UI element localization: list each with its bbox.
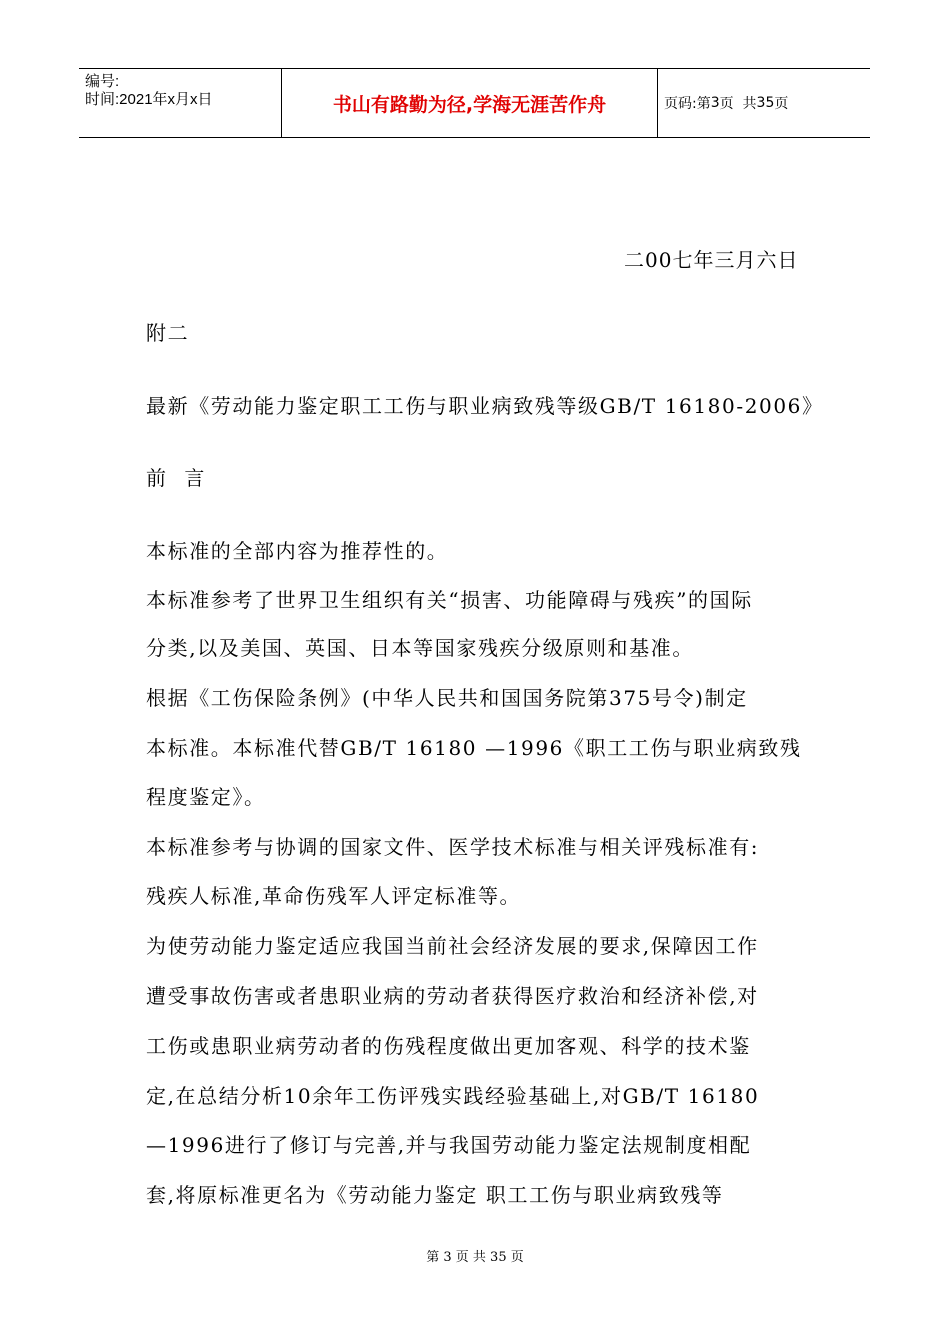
paragraph-line: 遭受事故伤害或者患职业病的劳动者获得医疗救治和经济补偿,对	[146, 984, 759, 1008]
paragraph-line: 本标准。本标准代替GB/T 16180 —1996《职工工伤与职业病致残	[146, 736, 802, 760]
paragraph-line: 本标准参考与协调的国家文件、医学技术标准与相关评残标准有:	[146, 835, 760, 859]
page-info-suffix: 页	[774, 96, 789, 112]
appendix-label: 附二	[146, 321, 190, 345]
header-motto: 书山有路勤为径,学海无涯苦作舟	[282, 69, 658, 137]
paragraph-line: 工伤或患职业病劳动者的伤残程度做出更加客观、科学的技术鉴	[146, 1034, 751, 1058]
paragraph-line: 本标准的全部内容为推荐性的。	[146, 539, 449, 563]
document-number-label: 编号:	[85, 73, 120, 90]
page-header-table	[79, 68, 870, 138]
page-info-mid: 页 共	[719, 96, 757, 112]
document-time-label: 时间:2021年x月x日	[85, 91, 213, 108]
header-meta-cell	[79, 69, 282, 137]
page-footer	[0, 1246, 950, 1265]
preface-heading: 前 言	[146, 466, 211, 490]
document-title: 最新《劳动能力鉴定职工工伤与职业病致残等级GB/T 16180-2006》	[146, 394, 824, 418]
paragraph-line: 程度鉴定》。	[146, 785, 266, 809]
document-date: 二00七年三月六日	[624, 248, 799, 272]
paragraph-line: 为使劳动能力鉴定适应我国当前社会经济发展的要求,保障因工作	[146, 934, 759, 958]
paragraph-line: 根据《工伤保险条例》(中华人民共和国国务院第375号令)制定	[146, 686, 748, 710]
paragraph-line: 定,在总结分析10余年工伤评残实践经验基础上,对GB/T 16180	[146, 1084, 760, 1108]
paragraph-line: 本标准参考了世界卫生组织有关“损害、功能障碍与残疾”的国际	[146, 588, 753, 612]
footer-page-number: 第 3 页 共 35 页	[426, 1250, 524, 1265]
page-total: 35	[756, 95, 775, 111]
paragraph-line: 套,将原标准更名为《劳动能力鉴定 职工工伤与职业病致残等	[146, 1183, 724, 1207]
page-info-prefix: 页码:第	[664, 96, 711, 112]
page-current: 3	[710, 95, 720, 111]
paragraph-line: 分类,以及美国、英国、日本等国家残疾分级原则和基准。	[146, 636, 694, 660]
paragraph-line: —1996进行了修订与完善,并与我国劳动能力鉴定法规制度相配	[146, 1133, 752, 1157]
header-page-info	[658, 69, 870, 137]
paragraph-line: 残疾人标准,革命伤残军人评定标准等。	[146, 884, 522, 908]
